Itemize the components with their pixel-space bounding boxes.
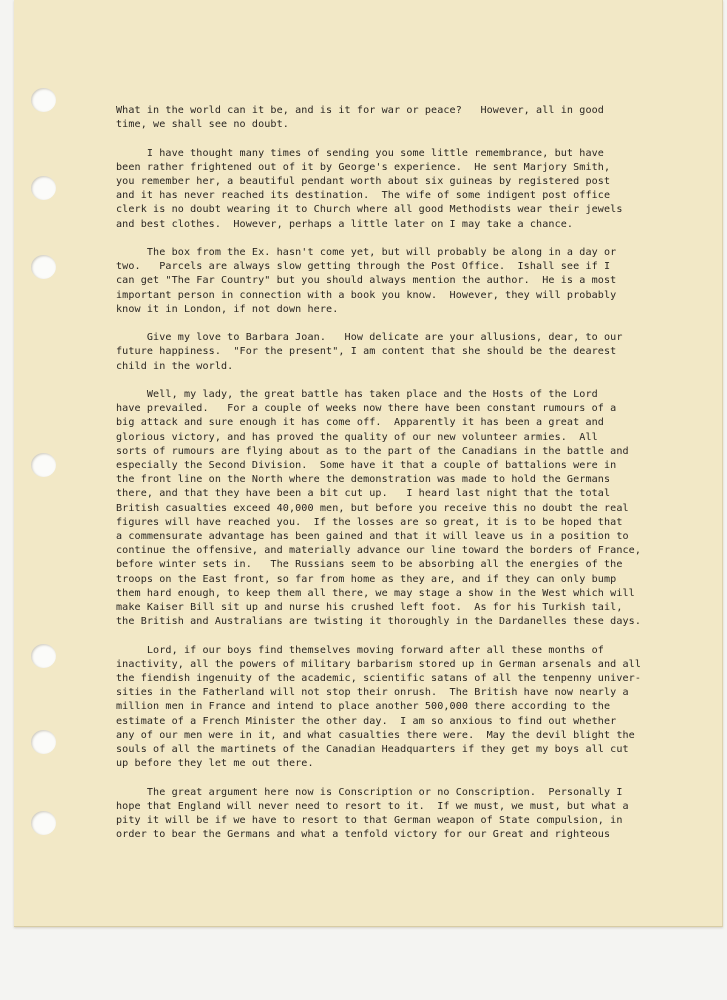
text-line: inactivity, all the powers of military barbarism stored up in German arsenals and all [116, 658, 642, 670]
text-line: figures will have reached you. If the losses are so great, it is to be hoped that [116, 516, 623, 528]
text-line: continue the offensive, and materially advance our line toward the borders of France, [116, 545, 642, 557]
text-line: pity it will be if we have to resort to that German weapon of State compulsion, in [116, 815, 623, 827]
text-line: sorts of rumours are flying about as to the part of the Canadians in the battle and [116, 445, 629, 457]
text-line: Well, my lady, the great battle has taken place and the Hosts of the Lord [116, 389, 598, 400]
text-line: troops on the East front, so far from home as they are, and if they can only bump [116, 573, 617, 585]
text-line: estimate of a French Minister the other day. I am so anxious to find out whether [116, 715, 617, 727]
punch-hole [31, 176, 56, 200]
text-line: them hard enough, to keep them all there, we may stage a show in the West which will [116, 587, 635, 599]
text-line: souls of all the martinets of the Canadian Headquarters if they get my boys all cut [116, 744, 629, 756]
text-line: before winter sets in. The Russians seem to be absorbing all the energies of the [116, 559, 623, 571]
text-line: Lord, if our boys find themselves moving forward after all these months of [116, 644, 604, 656]
punch-hole [31, 255, 56, 279]
text-line: can get "The Far Country" but you should always mention the author. He is a most [116, 275, 617, 287]
paragraph [116, 104, 726, 132]
text-line: you remember her, a beautiful pendant worth about six guineas by registered post [116, 176, 611, 187]
text-line: any of our men were in it, and what casualties there were. May the devil blight the [116, 729, 635, 741]
text-line: The great argument here now is Conscription or no Conscription. Personally I [116, 786, 623, 798]
text-line: child in the world. [116, 360, 234, 372]
text-line: glorious victory, and has proved the quality of our new volunteer armies. All [116, 431, 598, 443]
text-line: future happiness. "For the present", I am content that she should be the dearest [116, 346, 617, 358]
text-line: the British and Australians are twisting it thoroughly in the Dardanelles these days. [116, 616, 642, 628]
text-line: the front line on the North where the demonstration was made to hold the Germans [116, 474, 611, 486]
text-line: have prevailed. For a couple of weeks now there have been constant rumours of a [116, 403, 617, 415]
text-line: and best clothes. However, perhaps a little later on I may take a chance. [116, 218, 574, 230]
paragraph [116, 388, 726, 629]
text-line: been rather frightened out of it by George's experience. He sent Marjory Smith, [116, 161, 611, 173]
text-line: British casualties exceed 40,000 men, but before you receive this no doubt the real [116, 502, 629, 514]
punch-hole [31, 453, 56, 477]
paragraph [116, 331, 726, 374]
punch-hole [31, 811, 56, 835]
text-line: especially the Second Division. Some have it that a couple of battalions were in [116, 460, 617, 472]
text-line: up before they let me out there. [116, 758, 314, 770]
text-line: What in the world can it be, and is it for war or peace? However, all in good [116, 105, 604, 116]
text-line: hope that England will never need to resort to it. If we must, we must, but what a [116, 800, 629, 812]
text-line: know it in London, if not down here. [116, 303, 339, 315]
punch-hole [31, 644, 56, 668]
text-line: clerk is no doubt wearing it to Church where all good Methodists wear their jewels [116, 204, 623, 216]
text-line: million men in France and intend to place another 500,000 there according to the [116, 701, 611, 713]
text-line: there, and that they have been a bit cut up. I heard last night that the total [116, 488, 611, 500]
text-line: The box from the Ex. hasn't come yet, but will probably be along in a day or [116, 247, 617, 258]
letter-body [116, 104, 726, 857]
text-line: I have thought many times of sending you some little remembrance, but have [116, 147, 604, 159]
text-line: order to bear the Germans and what a tenfold victory for our Great and righteous [116, 829, 611, 841]
text-line: sities in the Fatherland will not stop their onrush. The British have now nearly a [116, 687, 629, 699]
text-line: make Kaiser Bill sit up and nurse his crushed left foot. As for his Turkish tail, [116, 602, 623, 614]
text-line: two. Parcels are always slow getting through the Post Office. Ishall see if I [116, 261, 611, 273]
paragraph [116, 644, 726, 772]
text-line: Give my love to Barbara Joan. How delicate are your allusions, dear, to our [116, 332, 623, 344]
punch-hole [31, 730, 56, 754]
paragraph [116, 147, 726, 232]
text-line: important person in connection with a book you know. However, they will probably [116, 289, 617, 301]
text-line: a commensurate advantage has been gained and that it will leave us in a position to [116, 531, 629, 543]
text-line: big attack and sure enough it has come off. Apparently it has been a great and [116, 417, 604, 429]
text-line: the fiendish ingenuity of the academic, scientific satans of all the tenpenny univer- [116, 673, 642, 685]
text-line: and it has never reached its destination. The wife of some indigent post office [116, 190, 611, 202]
paragraph [116, 246, 726, 317]
punch-hole [31, 88, 56, 112]
paragraph [116, 786, 726, 843]
text-line: time, we shall see no doubt. [116, 119, 289, 131]
